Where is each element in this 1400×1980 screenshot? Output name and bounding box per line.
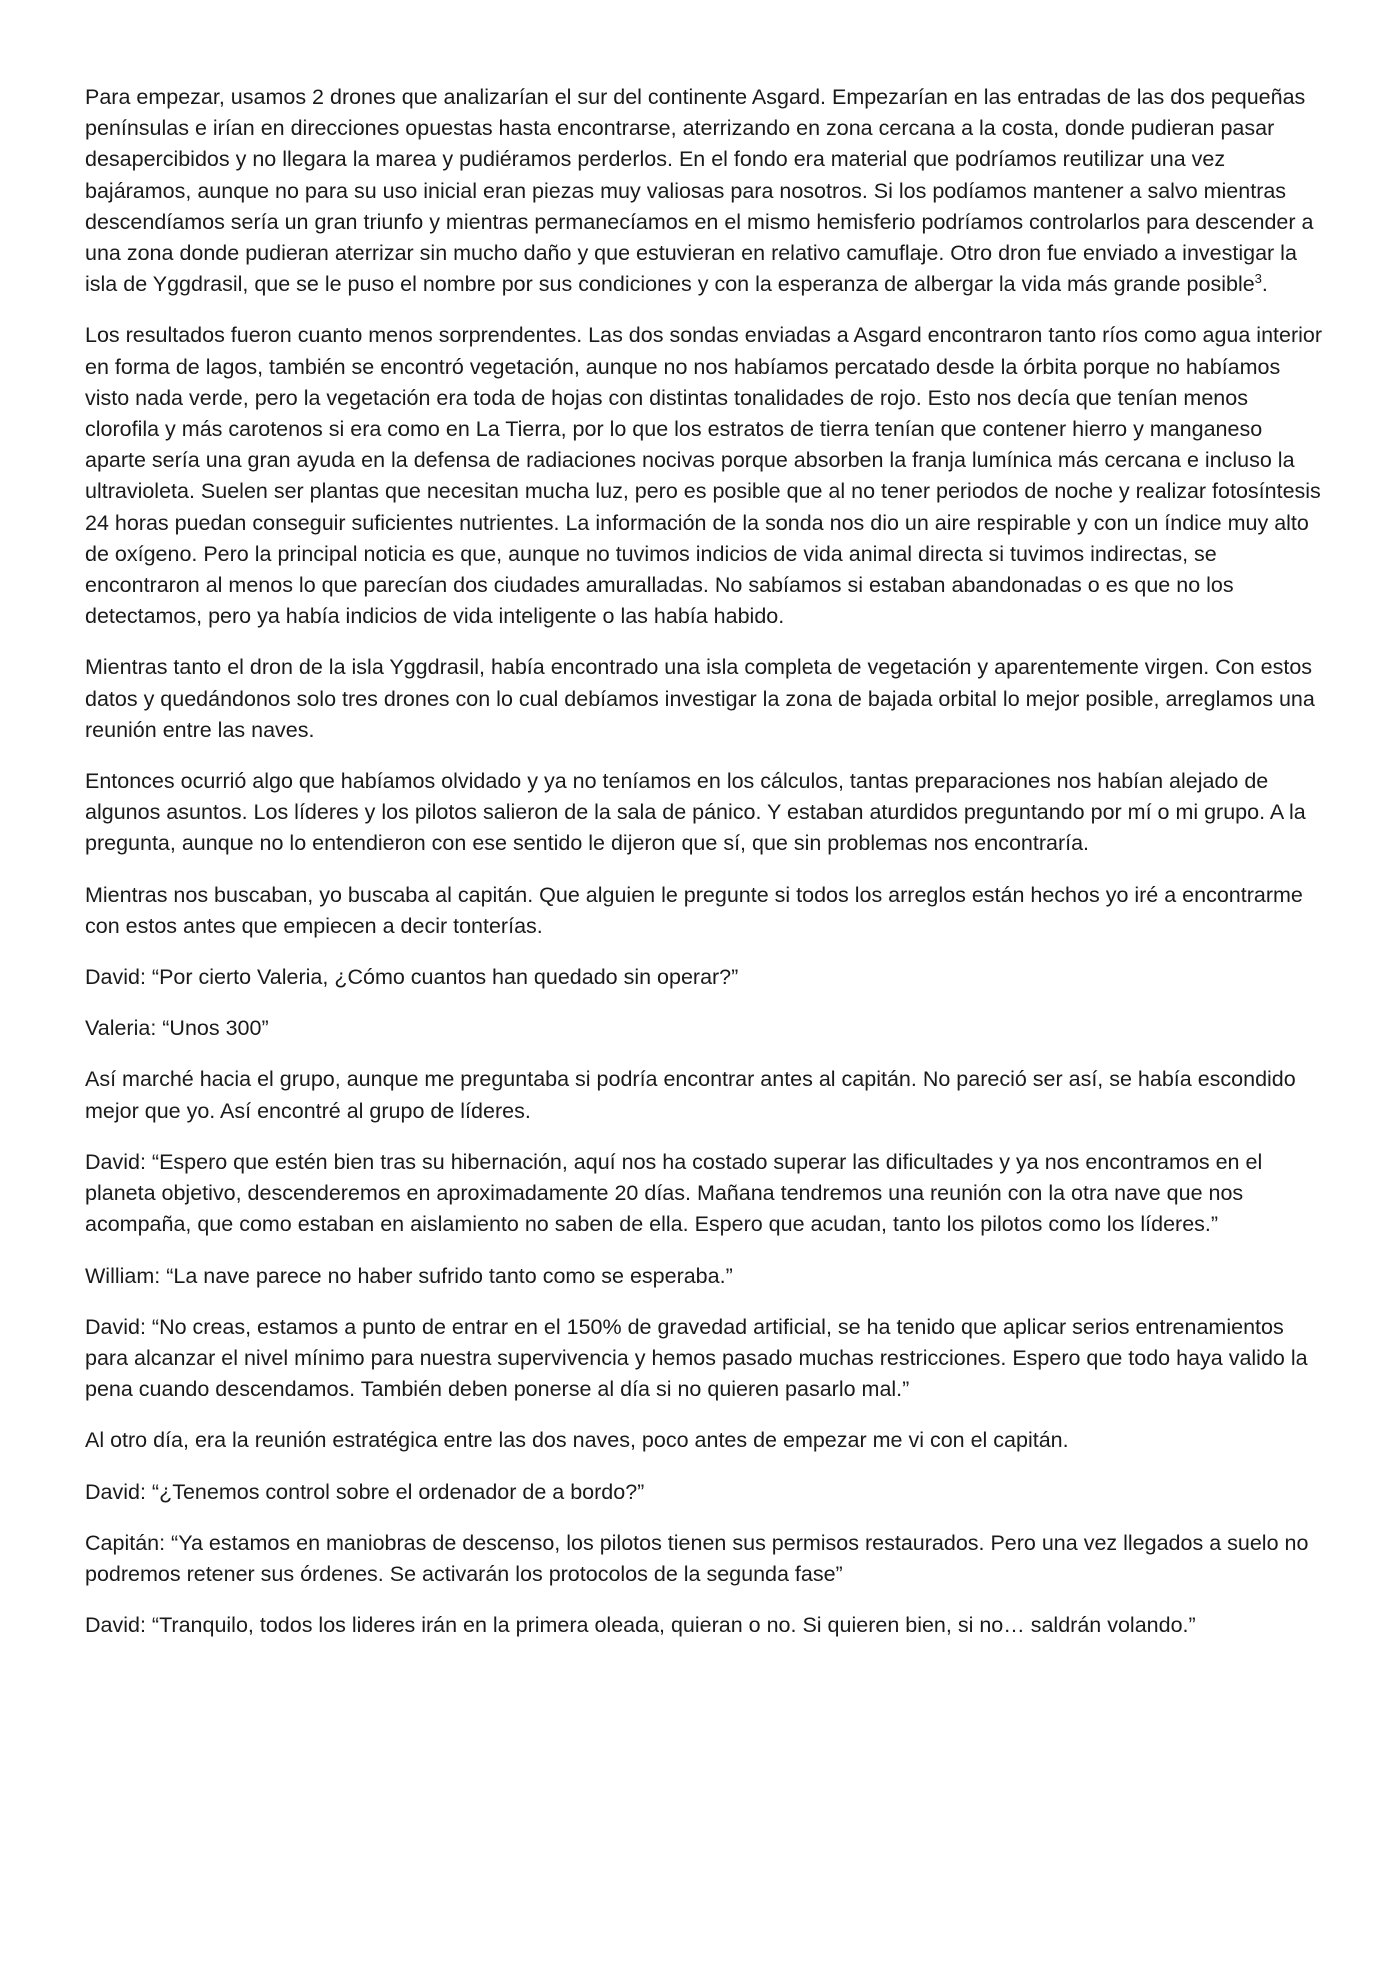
paragraph: Los resultados fueron cuanto menos sorprendentes. Las dos sondas enviadas a Asgard encontraron tanto ríos como agua interior en forma de lagos, también se encontró vegetación, aunque no nos habíamos percatado desde la órbita porque no habíamos visto nada verde, pero la vegetación era toda de hojas con distintas tonalidades de rojo. Esto nos decía que tenían menos clorofila y más carotenos si era como en La Tierra, por lo que los estratos de tierra tenían que contener hierro y manganeso aparte sería una gran ayuda en la defensa de radiaciones nocivas porque absorben la franja lumínica más cercana e incluso la ultravioleta. Suelen ser plantas que necesitan mucha luz, pero es posible que al no tener periodos de noche y realizar fotosíntesis 24 horas puedan conseguir suficientes nutrientes. La información de la sonda nos dio un aire respirable y con un índice muy alto de oxígeno. Pero la principal noticia es que, aunque no tuvimos indicios de vida animal directa si tuvimos indirectas, se encontraron al menos lo que parecían dos ciudades amuralladas. No sabíamos si estaban abandonadas o es que no los detectamos, pero ya había indicios de vida inteligente o las había habido. (85, 323, 1323, 629)
paragraph: Entonces ocurrió algo que habíamos olvidado y ya no teníamos en los cálculos, tantas preparaciones nos habían alejado de algunos asuntos. Los líderes y los pilotos salieron de la sala de pánico. Y estaban aturdidos preguntando por mí o mi grupo. A la pregunta, aunque no lo entendieron con ese sentido le dijeron que sí, que sin problemas nos encontraría. (85, 769, 1306, 856)
dialogue-line: Capitán: “Ya estamos en maniobras de descenso, los pilotos tienen sus permisos restaurados. Pero una vez llegados a suelo no podremos retener sus órdenes. Se activarán los protocolos de la segunda fase” (85, 1530, 1309, 1586)
paragraph: Mientras tanto el dron de la isla Yggdrasil, había encontrado una isla completa de vegetación y aparentemente virgen. Con estos datos y quedándonos solo tres drones con lo cual debíamos investigar la zona de bajada orbital lo mejor posible, arreglamos una reunión entre las naves. (85, 655, 1315, 742)
dialogue-line: David: “No creas, estamos a punto de entrar en el 150% de gravedad artificial, se ha tenido que aplicar serios entrenamientos para alcanzar el nivel mínimo para nuestra supervivencia y hemos pasado muchas restricciones. Espero que todo haya valido la pena cuando descendamos. También deben ponerse al día si no quieren pasarlo mal.” (85, 1314, 1308, 1402)
dialogue-line: Valeria: “Unos 300” (85, 1016, 269, 1041)
paragraph (85, 82, 1325, 300)
dialogue-line: David: “¿Tenemos control sobre el ordenador de a bordo?” (85, 1479, 645, 1504)
dialogue-line: David: “Por cierto Valeria, ¿Cómo cuantos han quedado sin operar?” (85, 965, 739, 990)
paragraph-text: Para empezar, usamos 2 drones que analizarían el sur del continente Asgard. Empezarían en las entradas de las dos pequeñas penínsulas e irían en direcciones opuestas hasta encontrarse, aterrizando en zona cercana a la costa, donde pudieran pasar desapercibidos y no llegara la marea y pudiéramos perderlos. En el fondo era material que podríamos reutilizar una vez bajáramos, aunque no para su uso inicial eran piezas muy valiosas para nosotros. Si los podíamos mantener a salvo mientras descendíamos sería un gran triunfo y mientras permanecíamos en el mismo hemisferio podríamos controlarlos para descender a una zona donde pudieran aterrizar sin mucho daño y que estuvieran en relativo camuflaje. Otro dron fue enviado a investigar la isla de Yggdrasil, que se le puso el nombre por sus condiciones y con la esperanza de albergar la vida más grande posible (85, 85, 1314, 297)
paragraph-tail: . (1261, 272, 1268, 297)
paragraph: Al otro día, era la reunión estratégica entre las dos naves, poco antes de empezar me vi con el capitán. (85, 1428, 1069, 1453)
dialogue-line: David: “Tranquilo, todos los lideres irán en la primera oleada, quieran o no. Si quieren bien, si no… saldrán volando.” (85, 1613, 1196, 1638)
paragraph: Mientras nos buscaban, yo buscaba al capitán. Que alguien le pregunte si todos los arreglos están hechos yo iré a encontrarme con estos antes que empiecen a decir tonterías. (85, 882, 1303, 938)
paragraph: Así marché hacia el grupo, aunque me preguntaba si podría encontrar antes al capitán. No pareció ser así, se había escondido mejor que yo. Así encontré al grupo de líderes. (85, 1067, 1296, 1123)
dialogue-line: David: “Espero que estén bien tras su hibernación, aquí nos ha costado superar las dificultades y ya nos encontramos en el planeta objetivo, descenderemos en aproximadamente 20 días. Mañana tendremos una reunión con la otra nave que nos acompaña, que como estaban en aislamiento no saben de ella. Espero que acudan, tanto los pilotos como los líderes.” (85, 1149, 1263, 1237)
footnote-marker[interactable]: 3 (1254, 271, 1262, 287)
dialogue-line: William: “La nave parece no haber sufrido tanto como se esperaba.” (85, 1263, 733, 1288)
document-page (85, 82, 1325, 1661)
